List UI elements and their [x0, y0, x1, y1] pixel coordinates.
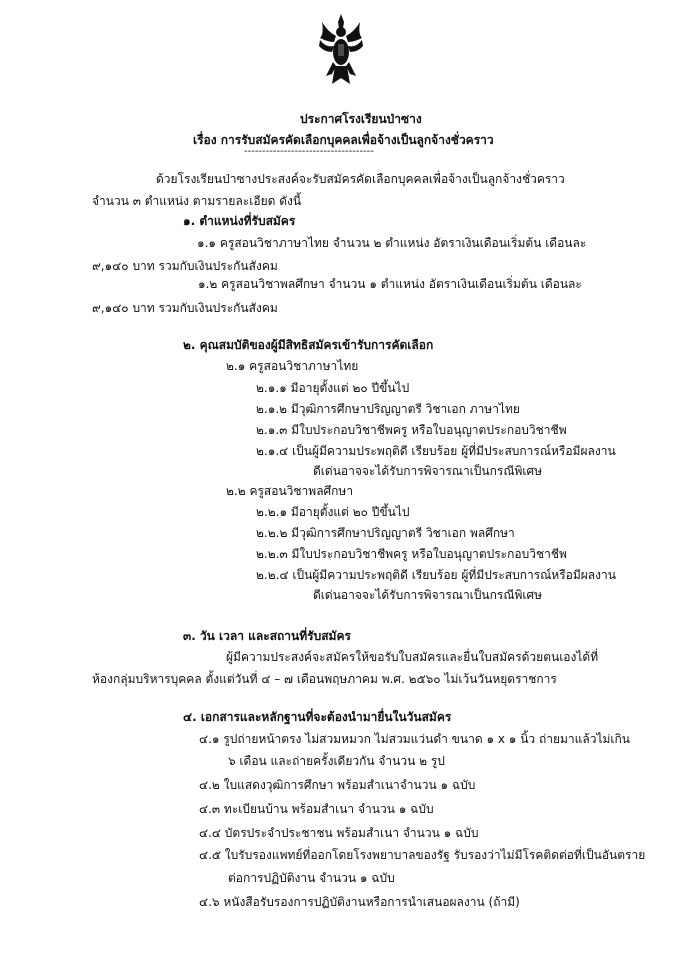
section-1-item-1-cont: ๙,๑๔๐ บาท รวมกับเงินประกันสังคม: [92, 259, 278, 273]
section-3-line-2: ห้องกลุ่มบริหารบุคคล ตั้งแต่วันที่ ๔ – ๗ เดือนพฤษภาคม พ.ศ. ๒๕๖๐ ไม่เว้นวันหยุดราชการ: [92, 672, 557, 686]
section-4-item-4: ๔.๔ บัตรประจำประชาชน พร้อมสำเนา จำนวน ๑ ฉบับ: [199, 826, 479, 840]
section-2-1-item: ๒.๑.๑ มีอายุตั้งแต่ ๒๐ ปีขึ้นไป: [256, 381, 410, 395]
section-3-line-1: ผู้มีความประสงค์จะสมัครให้ขอรับใบสมัครและยื่นใบสมัครด้วยตนเองได้ที่: [226, 650, 599, 664]
section-2-2-item: ๒.๒.๓ มีใบประกอบวิชาชีพครู หรือใบอนุญาตประกอบวิชาชีพ: [256, 547, 567, 561]
section-4-item-5-cont: ต่อการปฏิบัติงาน จำนวน ๑ ฉบับ: [228, 871, 395, 885]
section-4-item-1: ๔.๑ รูปถ่ายหน้าตรง ไม่สวมหมวก ไม่สวมแว่นดำ ขนาด ๑ x ๑ นิ้ว ถ่ายมาแล้วไม่เกิน: [199, 732, 630, 746]
section-3-heading: ๓. วัน เวลา และสถานที่รับสมัคร: [183, 629, 351, 643]
header-rule: ------------------------------------: [244, 146, 374, 157]
section-4-heading: ๔. เอกสารและหลักฐานที่จะต้องนำมายื่นในวันสมัคร: [183, 710, 452, 724]
section-2-1-item: ๒.๑.๓ มีใบประกอบวิชาชีพครู หรือใบอนุญาตประกอบวิชาชีพ: [256, 423, 567, 437]
section-4-item-6: ๔.๖ หนังสือรับรองการปฏิบัติงานหรือการนำเสนอผลงาน (ถ้ามี): [199, 895, 520, 909]
intro-line-1: ด้วยโรงเรียนป่าซางประสงค์จะรับสมัครคัดเลือกบุคคลเพื่อจ้างเป็นลูกจ้างชั่วคราว: [156, 172, 565, 186]
section-4-item-2: ๔.๒ ใบแสดงวุฒิการศึกษา พร้อมสำเนาจำนวน ๑ ฉบับ: [199, 778, 476, 792]
section-2-1-item: ๒.๑.๒ มีวุฒิการศึกษาปริญญาตรี วิชาเอก ภาษาไทย: [256, 402, 520, 416]
section-2-sub-2: ๒.๒ ครูสอนวิชาพลศึกษา: [226, 484, 354, 498]
section-2-2-item: ๒.๒.๒ มีวุฒิการศึกษาปริญญาตรี วิชาเอก พลศึกษา: [256, 526, 515, 540]
section-2-heading: ๒. คุณสมบัติของผู้มีสิทธิสมัครเข้ารับการคัดเลือก: [183, 338, 434, 352]
section-2-1-item-cont: ดีเด่นอาจจะได้รับการพิจารณาเป็นกรณีพิเศษ: [313, 464, 542, 478]
section-2-1-item: ๒.๑.๔ เป็นผู้มีความประพฤติดี เรียบร้อย ผู้ที่มีประสบการณ์หรือมีผลงาน: [256, 444, 616, 458]
section-2-sub-1: ๒.๑ ครูสอนวิชาภาษาไทย: [226, 359, 359, 373]
section-2-2-item-cont: ดีเด่นอาจจะได้รับการพิจารณาเป็นกรณีพิเศษ: [313, 588, 542, 602]
section-4-item-5: ๔.๕ ใบรับรองแพทย์ที่ออกโดยโรงพยาบาลของรัฐ รับรองว่าไม่มีโรคติดต่อที่เป็นอันตราย: [199, 848, 646, 862]
section-4-item-1-cont: ๖ เดือน และถ่ายครั้งเดียวกัน จำนวน ๒ รูป: [228, 754, 445, 768]
section-2-2-item: ๒.๒.๑ มีอายุตั้งแต่ ๒๐ ปีขึ้นไป: [256, 505, 410, 519]
document-subject: เรื่อง การรับสมัครคัดเลือกบุคคลเพื่อจ้างเป็นลูกจ้างชั่วคราว: [193, 133, 494, 147]
document-title: ประกาศโรงเรียนป่าซาง: [300, 112, 422, 126]
section-1-heading: ๑. ตำแหน่งที่รับสมัคร: [183, 214, 296, 228]
section-4-item-3: ๔.๓ ทะเบียนบ้าน พร้อมสำเนา จำนวน ๑ ฉบับ: [199, 802, 434, 816]
section-1-item-2: ๑.๒ ครูสอนวิชาพลศึกษา จำนวน ๑ ตำแหน่ง อัตราเงินเดือนเริ่มต้น เดือนละ: [198, 277, 582, 291]
section-1-item-1: ๑.๑ ครูสอนวิชาภาษาไทย จำนวน ๒ ตำแหน่ง อัตราเงินเดือนเริ่มต้น เดือนละ: [197, 236, 587, 250]
garuda-emblem-icon: [318, 14, 364, 86]
section-1-item-2-cont: ๙,๑๔๐ บาท รวมกับเงินประกันสังคม: [92, 301, 278, 315]
intro-line-2: จำนวน ๓ ตำแหน่ง ตามรายละเอียด ดังนี้: [92, 194, 302, 208]
section-2-2-item: ๒.๒.๔ เป็นผู้มีความประพฤติดี เรียบร้อย ผู้ที่มีประสบการณ์หรือมีผลงาน: [256, 568, 616, 582]
